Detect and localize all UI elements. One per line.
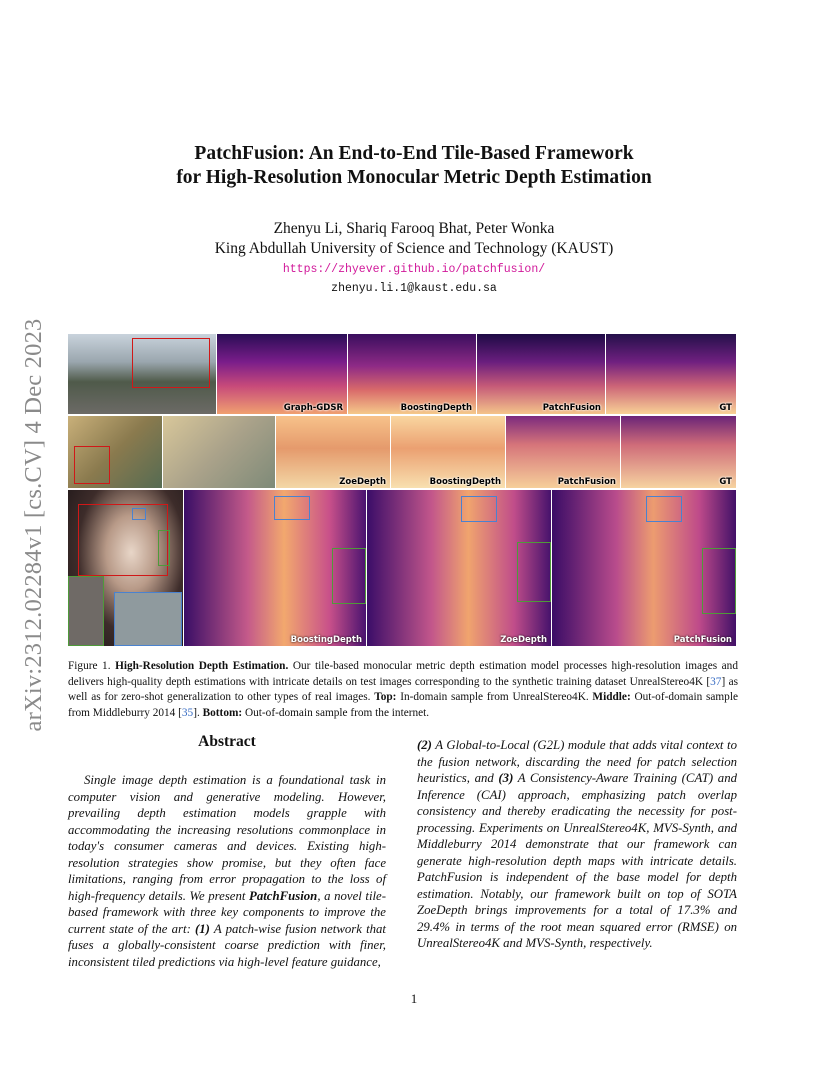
key-component-3: (3) bbox=[498, 771, 514, 785]
caption-middle-label: Middle: bbox=[592, 691, 631, 703]
depth-panel-patchfusion-2 bbox=[506, 416, 620, 488]
zoom-box-red bbox=[132, 338, 210, 388]
depth-panel-zoedepth-2 bbox=[367, 490, 551, 646]
key-component-2: (2) bbox=[417, 738, 432, 752]
project-url-link[interactable]: https://zhyever.github.io/patchfusion/ bbox=[282, 263, 546, 276]
abstract-right-column bbox=[417, 737, 737, 952]
figure-1 bbox=[68, 334, 736, 646]
zoom-box-green-3 bbox=[517, 542, 551, 602]
authors: Zhenyu Li, Shariq Farooq Bhat, Peter Wonka bbox=[273, 220, 555, 237]
depth-panel-zoedepth bbox=[276, 416, 390, 488]
affiliation: King Abdullah University of Science and Technology (KAUST) bbox=[214, 240, 614, 257]
zoom-box-blue bbox=[132, 508, 146, 520]
caption-middle-text-2: ]. bbox=[193, 706, 203, 719]
abstract-right-p2: A Consistency-Aware Training (CAT) and Inference (CAI) approach, emphasizing patch overlap consistency and thereby eradicating the necessity for post-processing. Experiments on UnrealStereo4K, MVS-Synth, and Middleburry 2014 demonstrate that our framework can generate high-resolution depth maps with intricate details. PatchFusion is independent of the base model for depth estimation. Notably, our framework built on top of SOTA ZoeDepth brings improvements for a total of 17.3% and 29.4% in terms of the root mean squared error (RMSE) on UnrealStereo4K and MVS-Synth, respectively. bbox=[417, 771, 737, 950]
depth-panel-boostingdepth bbox=[348, 334, 476, 414]
label-zoedepth: ZoeDepth bbox=[339, 477, 386, 487]
abstract-left-p3: A patch-wise fusion network that fuses a globally-consistent coarse prediction with finer, inconsistent tiled predictions via high-level feature guidance, bbox=[68, 921, 386, 969]
caption-middle-text: Out-of-domain sample from Middleburry 2014 [ bbox=[68, 691, 738, 719]
zoom-box-green-4 bbox=[702, 548, 736, 614]
key-component-1: (1) bbox=[195, 921, 210, 936]
inset-green-crop bbox=[68, 576, 104, 646]
caption-text-1: Our tile-based monocular metric depth estimation model processes high-resolution images and delivers high-quality depth estimations with intricate details on test images corresponding to the synthetic training dataset UnrealStereo4K [ bbox=[68, 660, 738, 688]
abstract-left-column bbox=[68, 772, 386, 970]
paper-title-line2: for High-Resolution Monocular Metric Depth Estimation bbox=[176, 167, 652, 188]
arxiv-stamp-text: arXiv:2312.02284v1 [cs.CV] 4 Dec 2023 bbox=[20, 318, 47, 732]
rgb-mesh-zoom bbox=[163, 416, 275, 488]
figure-caption bbox=[68, 659, 738, 721]
zoom-box-blue-4 bbox=[646, 496, 682, 522]
zoom-box-green bbox=[158, 530, 170, 566]
zoom-box-red-3 bbox=[78, 504, 168, 576]
rgb-street-image bbox=[68, 334, 216, 414]
caption-lead: Figure 1. bbox=[68, 660, 116, 672]
zoom-box-green-2 bbox=[332, 548, 366, 604]
caption-bold-title: High-Resolution Depth Estimation. bbox=[115, 660, 289, 672]
abstract-left-p1: Single image depth estimation is a foundational task in computer vision and generative modeling. However, prevailing depth estimation models grapple with accommodating the increasing resolutions commonplace in today's consumer cameras and devices. Existing high-resolution strategies show promise, but they often face limitations, ranging from error propagation to the loss of high-frequency details. We present bbox=[68, 773, 386, 903]
label-gt: GT bbox=[719, 403, 732, 413]
depth-panel-boostingdepth-3 bbox=[184, 490, 366, 646]
depth-panel-gt-2 bbox=[621, 416, 736, 488]
label-patchfusion-3: PatchFusion bbox=[673, 635, 732, 645]
depth-panel-graph-gdsr bbox=[217, 334, 347, 414]
arxiv-side-stamp bbox=[14, 290, 54, 760]
email: zhenyu.li.1@kaust.edu.sa bbox=[331, 282, 497, 295]
abstract-left-p2: , a novel tile-based framework with three key components to improve the current state of the art: bbox=[68, 888, 386, 936]
label-graph-gdsr: Graph-GDSR bbox=[283, 403, 343, 413]
abstract-right-p1: A Global-to-Local (G2L) module that adds vital context to the fusion network, discarding the need for patch selection heuristics, and bbox=[417, 738, 737, 785]
page-number: 1 bbox=[410, 991, 418, 1006]
depth-panel-patchfusion-3 bbox=[552, 490, 736, 646]
caption-ref-35-link[interactable]: 35 bbox=[181, 706, 194, 719]
caption-top-text: In-domain sample from UnrealStereo4K. bbox=[396, 691, 593, 703]
label-zoedepth-2: ZoeDepth bbox=[500, 635, 547, 645]
depth-panel-patchfusion bbox=[477, 334, 605, 414]
rgb-backpack-image bbox=[68, 416, 162, 488]
depth-panel-boostingdepth-2 bbox=[391, 416, 505, 488]
abstract-heading: Abstract bbox=[198, 733, 256, 750]
caption-ref-37-link[interactable]: 37 bbox=[710, 675, 722, 688]
label-boostingdepth-3: BoostingDepth bbox=[290, 635, 362, 645]
zoom-box-red-2 bbox=[74, 446, 110, 484]
paper-title-line1: PatchFusion: An End-to-End Tile-Based Framework bbox=[194, 143, 634, 164]
label-gt-2: GT bbox=[719, 477, 732, 487]
rgb-portrait-image bbox=[68, 490, 183, 646]
caption-text-2: ] as well as for zero-shot generalization to other types of real images. bbox=[68, 675, 739, 703]
patchfusion-name: PatchFusion bbox=[249, 888, 318, 903]
depth-panel-gt bbox=[606, 334, 736, 414]
zoom-box-blue-3 bbox=[461, 496, 497, 522]
zoom-box-blue-2 bbox=[274, 496, 310, 520]
caption-bottom-label: Bottom: bbox=[202, 706, 243, 719]
label-patchfusion-2: PatchFusion bbox=[557, 477, 616, 487]
caption-top-label: Top: bbox=[374, 691, 397, 703]
label-boostingdepth-2: BoostingDepth bbox=[429, 477, 501, 487]
label-patchfusion: PatchFusion bbox=[542, 403, 601, 413]
caption-bottom-text: Out-of-domain sample from the internet. bbox=[242, 706, 430, 719]
inset-blue-crop bbox=[114, 592, 182, 646]
label-boostingdepth: BoostingDepth bbox=[400, 403, 472, 413]
